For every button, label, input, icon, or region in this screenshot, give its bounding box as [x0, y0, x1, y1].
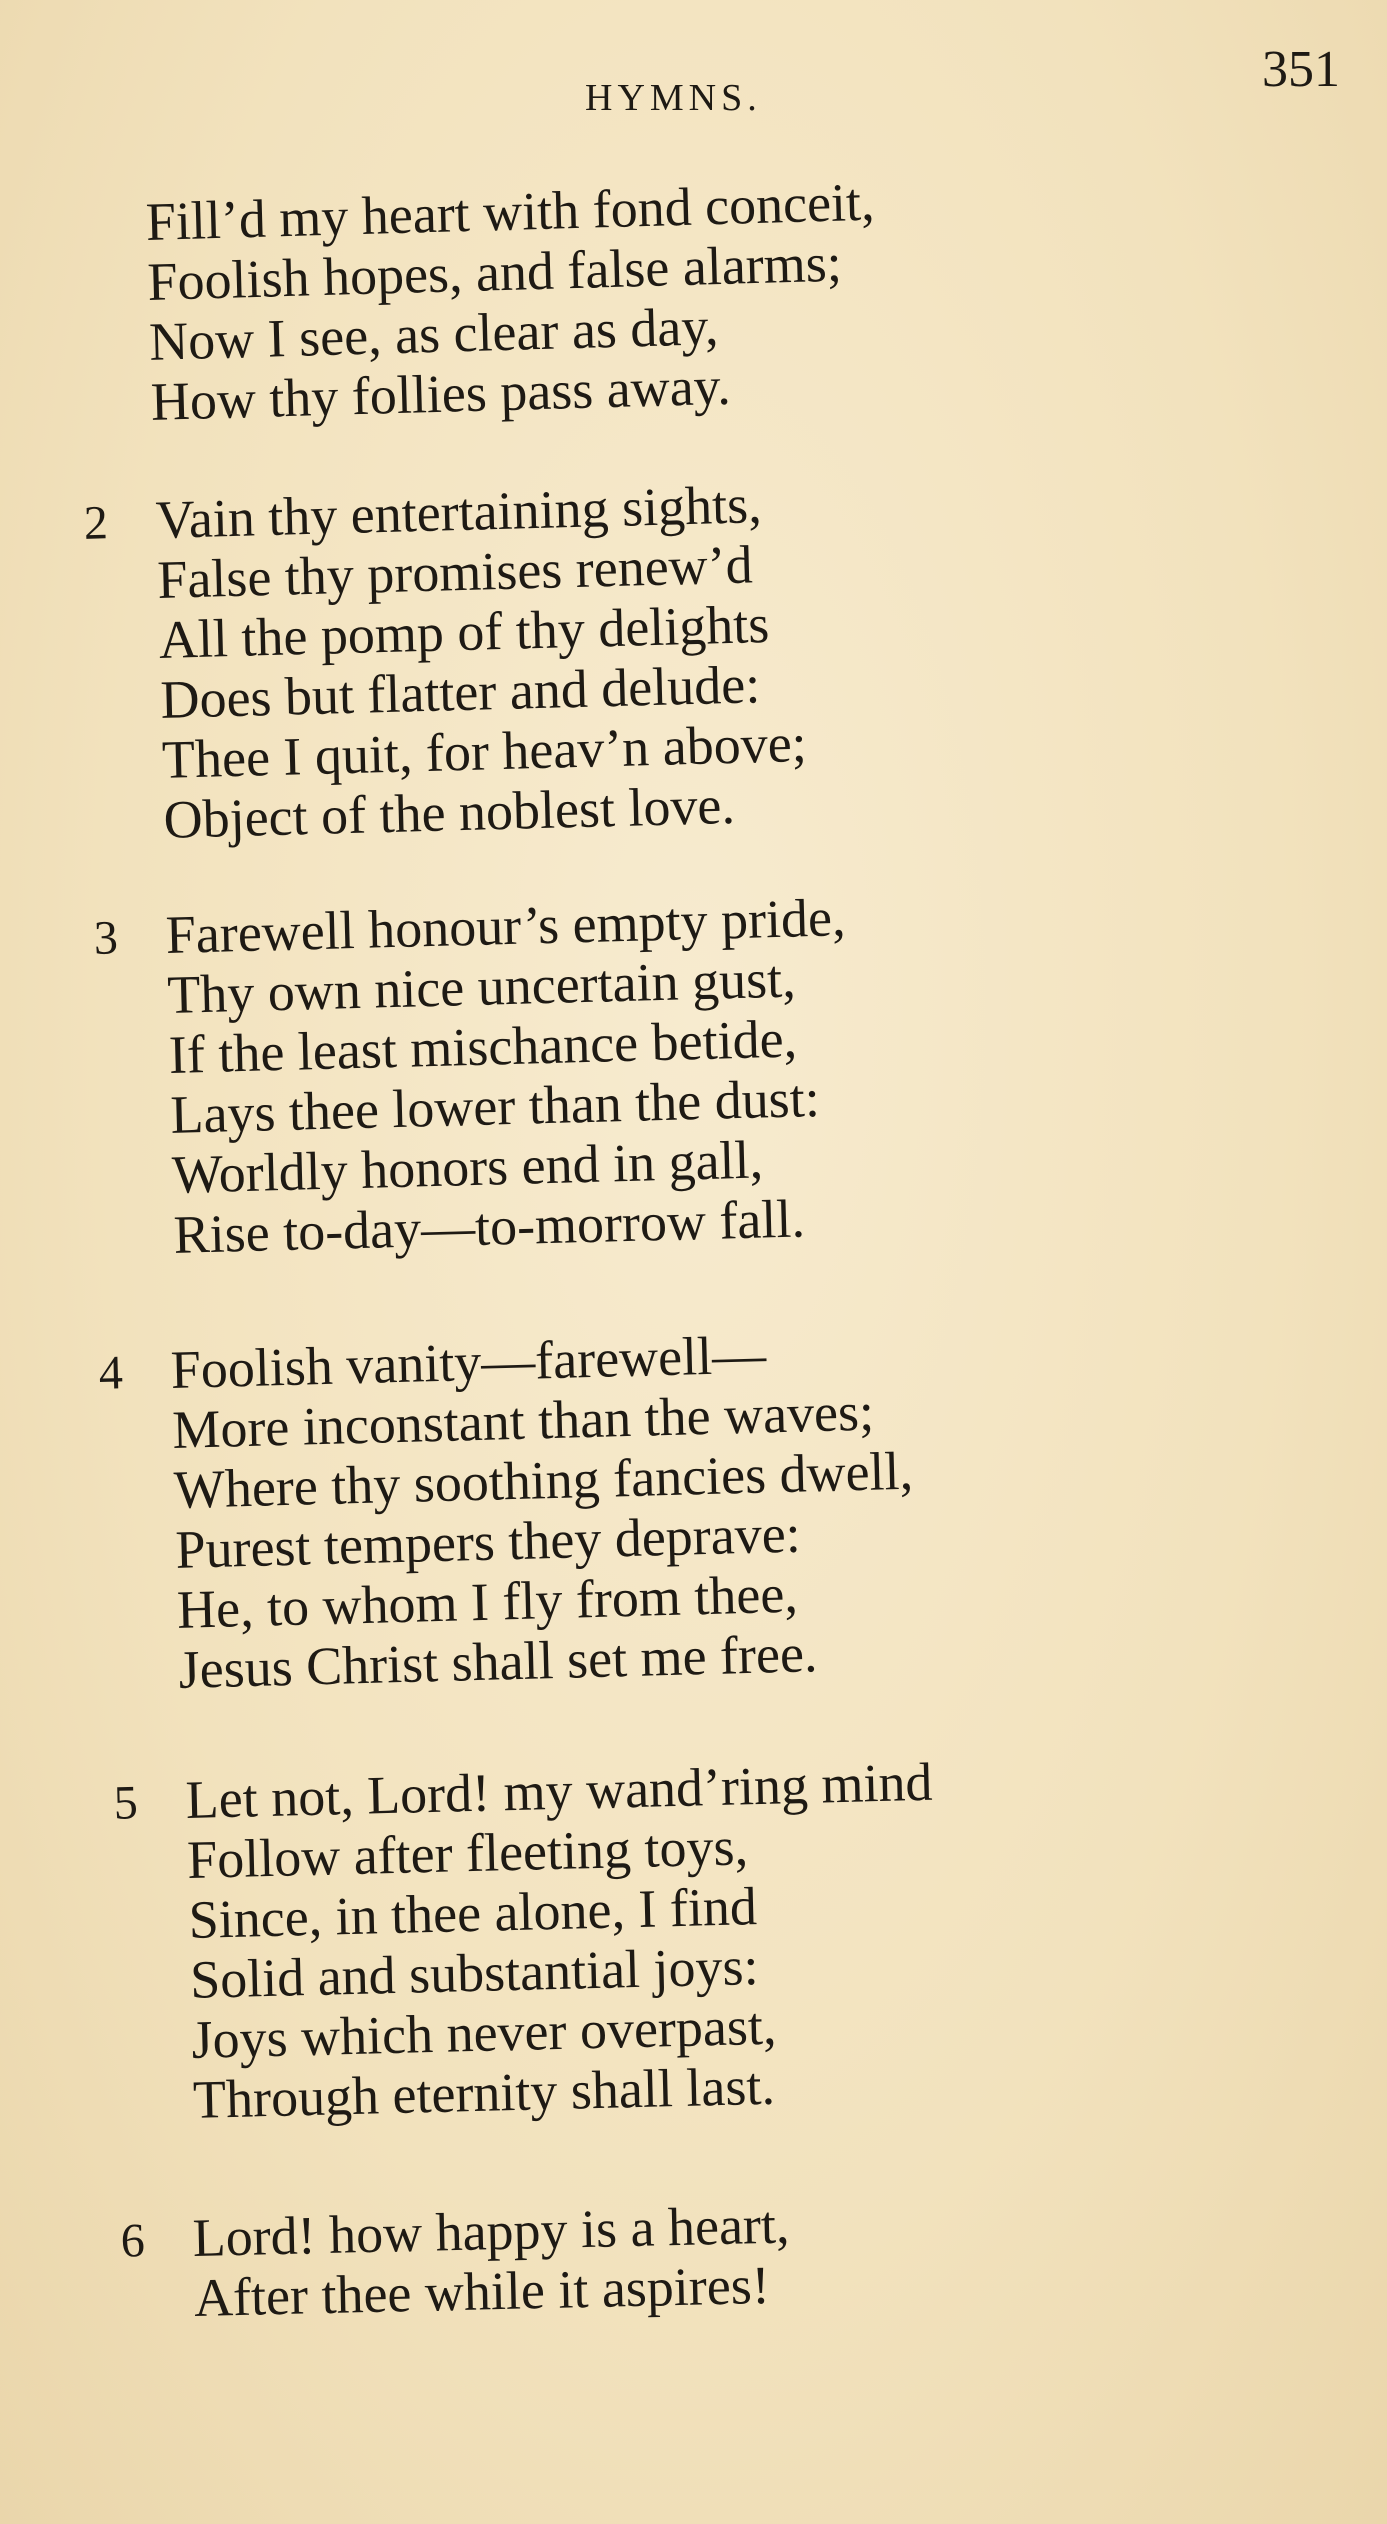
verse-line: Purest tempers they deprave:: [174, 1503, 802, 1580]
verse-line: Follow after fleeting toys,: [186, 1816, 749, 1890]
stanza-number: 3: [93, 911, 119, 965]
verse-line: Lays thee lower than the dust:: [169, 1067, 821, 1145]
verse-line: Let not, Lord! my wand’ring mind: [185, 1751, 934, 1830]
verse-line: Object of the noblest love.: [162, 774, 736, 850]
verse-line: Now I see, as clear as day,: [148, 296, 720, 372]
stanza-number: 6: [120, 2214, 146, 2268]
stanza-number: 4: [98, 1346, 124, 1400]
verse-line: Vain thy entertaining sights,: [155, 474, 763, 550]
verse-line: Where thy soothing fancies dwell,: [173, 1440, 914, 1520]
stanza-2: [83, 473, 809, 850]
verse-line: More inconstant than the waves;: [171, 1381, 875, 1460]
verse-line: He, to whom I fly from thee,: [176, 1563, 799, 1640]
verse-line: Joys which never overpast,: [190, 1995, 778, 2070]
verse-line: After thee while it aspires!: [193, 2254, 771, 2328]
verse-line: Does but flatter and delude:: [159, 654, 761, 730]
verse-line: False thy promises renew’d: [156, 534, 754, 610]
verse-line: If the least mischance betide,: [168, 1008, 798, 1085]
verse-line: Farewell honour’s empty pride,: [165, 887, 847, 965]
stanza-6: [120, 2194, 791, 2328]
stanza-3: [93, 887, 854, 1265]
stanza-5: [113, 1751, 940, 2130]
verse-line: Since, in thee alone, I find: [187, 1876, 758, 1950]
page-number: 351: [1262, 41, 1340, 98]
verse-line: Lord! how happy is a heart,: [192, 2194, 791, 2268]
verse-line: All the pomp of thy delights: [158, 593, 770, 670]
verse-line: Solid and substantial joys:: [189, 1936, 760, 2010]
verse-line: Foolish hopes, and false alarms;: [146, 232, 843, 312]
stanza-number: 2: [83, 496, 109, 550]
stanza-1: [145, 172, 880, 432]
verse-line: Rise to-day—to-morrow fall.: [172, 1188, 806, 1265]
verse-line: Worldly honors end in gall,: [171, 1129, 764, 1205]
verse-line: Foolish vanity—farewell—: [170, 1324, 767, 1400]
verse-line: Thee I quit, for heav’n above;: [161, 713, 808, 790]
running-head: HYMNS.: [585, 77, 762, 119]
verse-line: Jesus Christ shall set me free.: [177, 1623, 819, 1700]
stanza-number: 5: [113, 1776, 139, 1830]
verse-line: Fill’d my heart with fond conceit,: [145, 171, 876, 252]
verse-line: Through eternity shall last.: [192, 2055, 776, 2130]
verse-line: How thy follies pass away.: [150, 355, 732, 432]
stanza-4: [98, 1321, 918, 1700]
verse-line: Thy own nice uncertain gust,: [166, 948, 797, 1025]
